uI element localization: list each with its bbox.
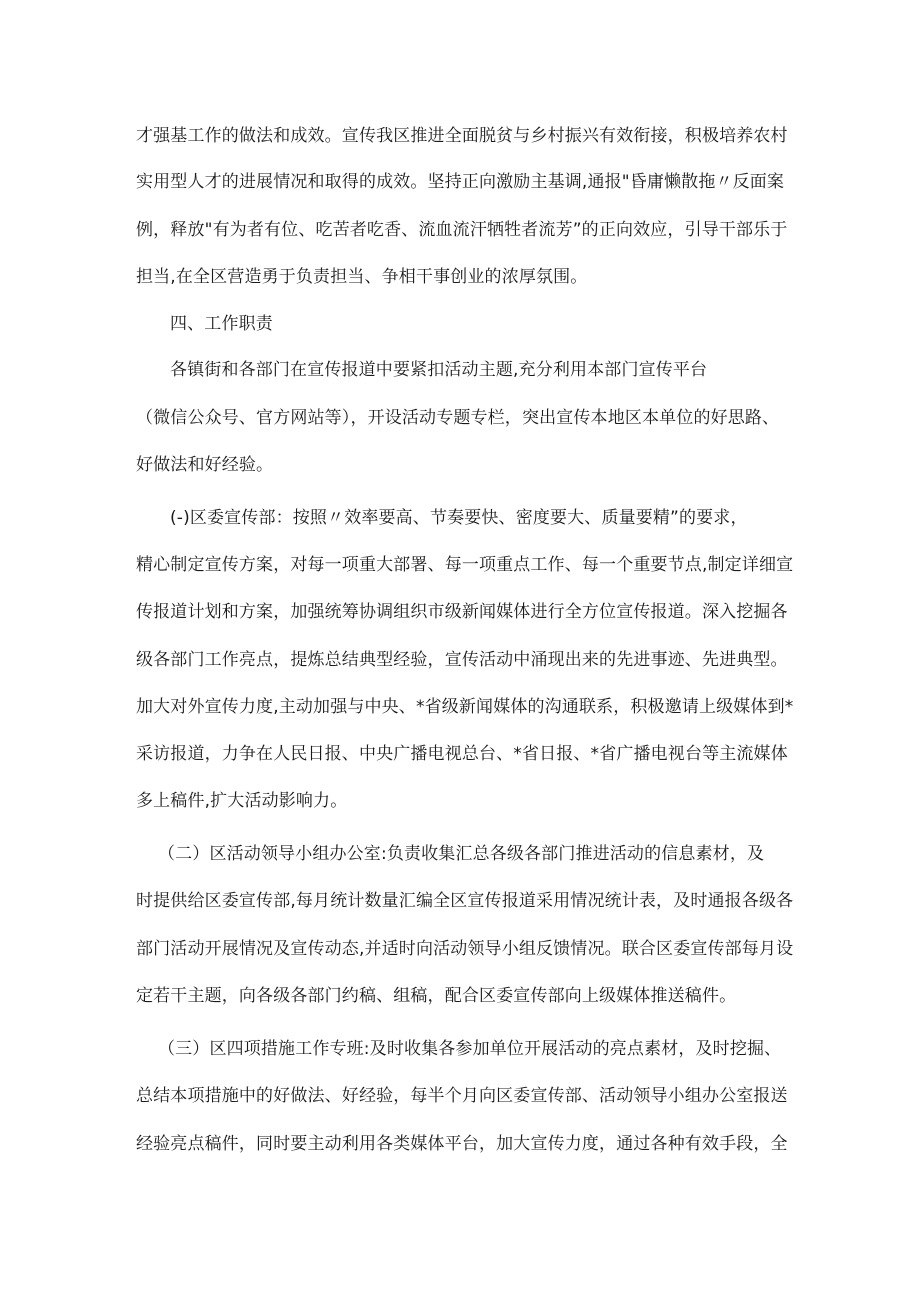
paragraph-line: 部门活动开展情况及宣传动态,并适时向活动领导小组反馈情况。联合区委宣传部每月设 — [136, 939, 794, 959]
paragraph-line: 好做法和好经验。 — [136, 455, 274, 475]
paragraph-line: 级各部门工作亮点，提炼总结典型经验，宣传活动中涌现出来的先进事迹、先进典型。 — [136, 650, 788, 670]
paragraph-line: 采访报道，力争在人民日报、中央广播电视总台、*省日报、*省广播电视台等主流媒体 — [136, 744, 788, 764]
paragraph-line: 加大对外宣传力度,主动加强与中央、*省级新闻媒体的沟通联系，积极邀请上级媒体到* — [136, 697, 794, 717]
paragraph-line: 精心制定宣传方案，对每一项重大部署、每一项重点工作、每一个重要节点,制定详细宣 — [136, 555, 794, 575]
paragraph-line: 总结本项措施中的好做法、好经验，每半个月向区委宣传部、活动领导小组办公室报送 — [136, 1086, 788, 1106]
paragraph-line: 多上稿件,扩大活动影响力。 — [136, 791, 348, 811]
paragraph-line: 实用型人才的进展情况和取得的成效。坚持正向激励主基调,通报"昏庸懒散拖〃反面案 — [136, 172, 785, 192]
paragraph-line: （二）区活动领导小组办公室:负责收集汇总各级各部门推进活动的信息素材，及 — [158, 844, 765, 864]
section-heading: 四、工作职责 — [170, 314, 273, 334]
paragraph-line: 担当,在全区营造勇于负责担当、争相干事创业的浓厚氛围。 — [136, 267, 588, 287]
paragraph-line: 经验亮点稿件，同时要主动利用各类媒体平台，加大宣传力度，通过各种有效手段，全 — [136, 1134, 788, 1154]
paragraph-line: 才强基工作的做法和成效。宣传我区推进全面脱贫与乡村振兴有效衔接，积极培养农村 — [136, 126, 788, 146]
paragraph-line: 例，释放"有为者有位、吃苦者吃香、流血流汗牺牲者流芳”的正向效应，引导干部乐于 — [136, 220, 788, 240]
paragraph-line: 各镇街和各部门在宣传报道中要紧扣活动主题,充分利用本部门宣传平台 — [170, 360, 708, 380]
paragraph-line: 传报道计划和方案，加强统筹协调组织市级新闻媒体进行全方位宣传报道。深入挖掘各 — [136, 602, 788, 622]
paragraph-line: （微信公众号、官方网站等），开设活动专题专栏，突出宣传本地区本单位的好思路、 — [136, 408, 780, 428]
paragraph-line: （三）区四项措施工作专班:及时收集各参加单位开展活动的亮点素材，及时挖掘、 — [158, 1039, 782, 1059]
paragraph-line: 定若干主题，向各级各部门约稿、组稿，配合区委宣传部向上级媒体推送稿件。 — [136, 986, 737, 1006]
paragraph-line: 时提供给区委宣传部,每月统计数量汇编全区宣传报道采用情况统计表，及时通报各级各 — [136, 891, 794, 911]
paragraph-line: (-)区委宣传部：按照〃效率要高、节奏要快、密度要大、质量要精”的要求， — [170, 508, 748, 528]
